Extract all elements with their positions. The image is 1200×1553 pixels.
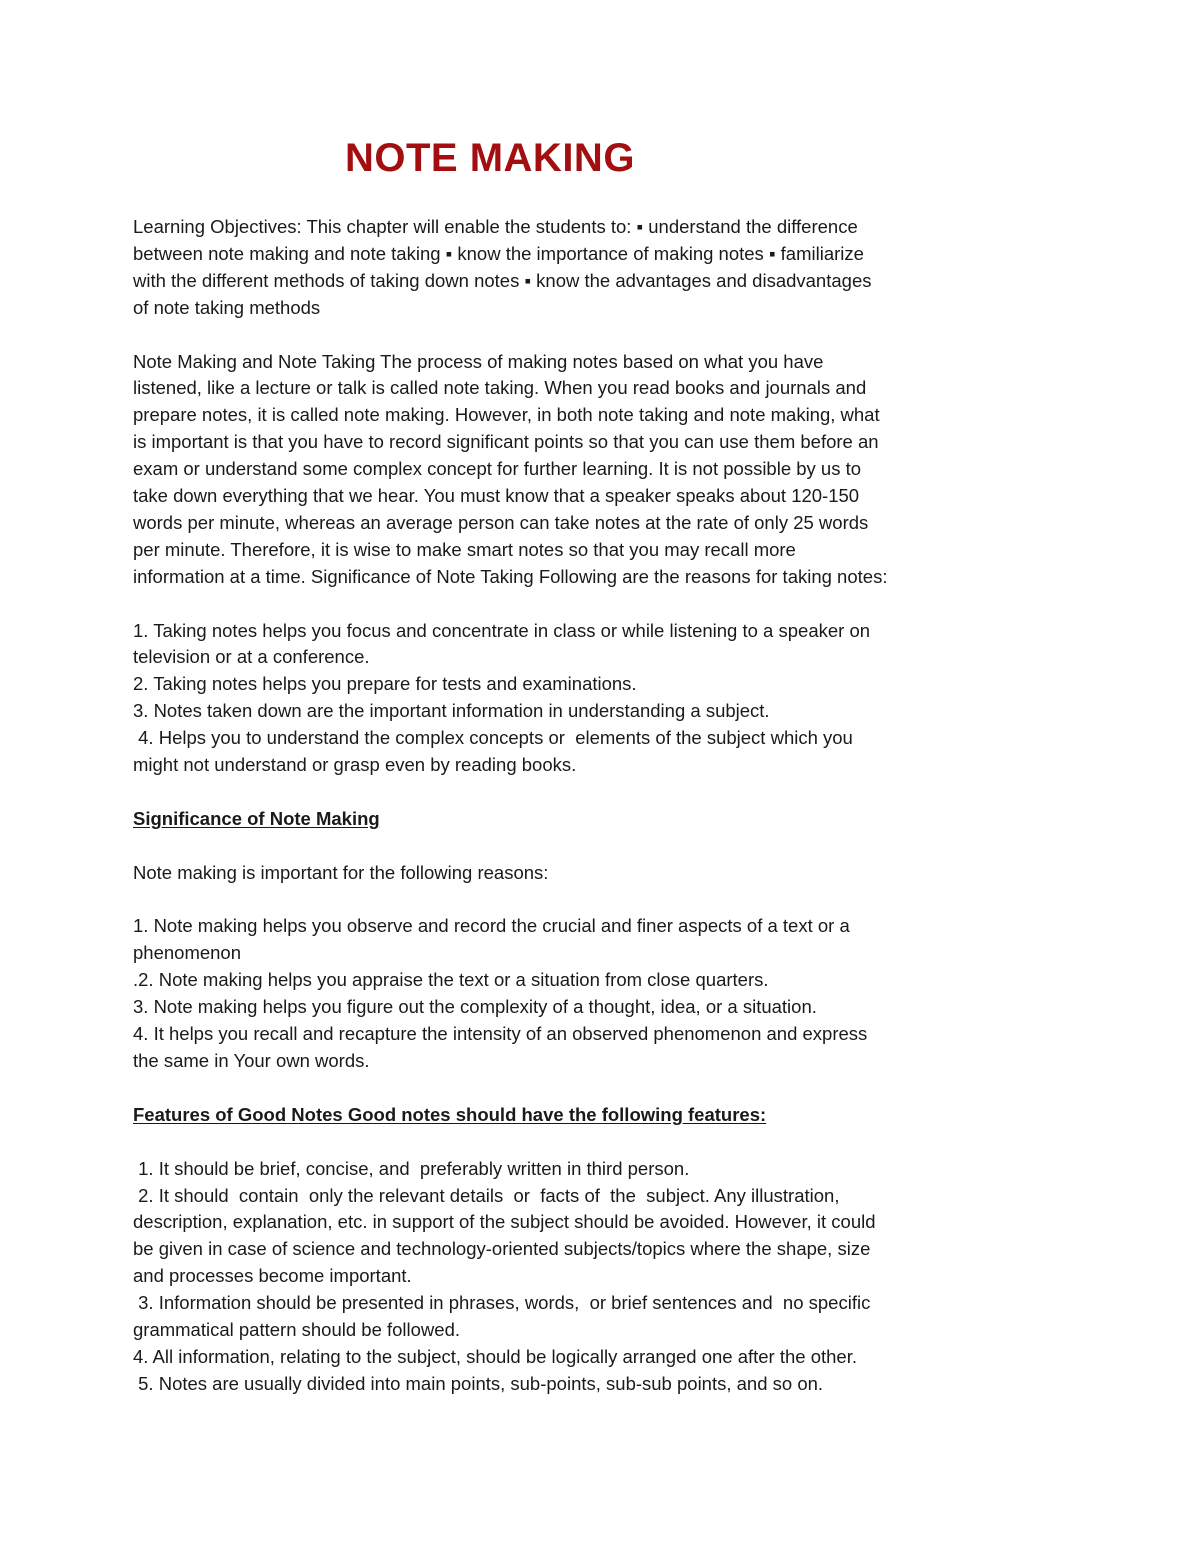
text-line: exam or understand some complex concept for further learning. It is not possible by us to xyxy=(133,458,862,480)
list-item: 4. It helps you recall and recapture the intensity of an observed phenomenon and express xyxy=(133,1023,868,1045)
list-item: phenomenon xyxy=(133,942,242,964)
list-item: 3. Information should be presented in phrases, words, or brief sentences and no specific xyxy=(133,1292,871,1314)
text-line: between note making and note taking ▪ know the importance of making notes ▪ familiarize xyxy=(133,242,864,264)
note-taking-reasons-list xyxy=(133,618,973,779)
list-item: 1. Note making helps you observe and record the crucial and finer aspects of a text or a xyxy=(133,915,850,937)
list-item: be given in case of science and technology-oriented subjects/topics where the shape, size xyxy=(133,1238,871,1260)
list-item: 1. It should be brief, concise, and preferably written in third person. xyxy=(133,1157,690,1179)
list-item: 3. Notes taken down are the important information in understanding a subject. xyxy=(133,700,770,722)
list-item: 4. Helps you to understand the complex concepts or elements of the subject which you xyxy=(133,727,853,749)
list-item: description, explanation, etc. in support of the subject should be avoided. However, it could xyxy=(133,1211,876,1233)
section-intro: Note making is important for the following reasons: xyxy=(133,861,549,883)
note-making-reasons-list xyxy=(133,913,973,1074)
text-line: words per minute, whereas an average person can take notes at the rate of only 25 words xyxy=(133,511,869,533)
section-heading-features: Features of Good Notes Good notes should have the following features: xyxy=(133,1103,767,1125)
spacer xyxy=(133,833,973,860)
spacer xyxy=(133,887,973,914)
spacer xyxy=(133,1075,973,1102)
list-item: 2. It should contain only the relevant details or facts of the subject. Any illustration, xyxy=(133,1184,840,1206)
list-item: 2. Taking notes helps you prepare for tests and examinations. xyxy=(133,673,637,695)
text-line: listened, like a lecture or talk is called note taking. When you read books and journals and xyxy=(133,377,867,399)
spacer xyxy=(133,779,973,806)
intro-paragraph xyxy=(133,349,973,591)
text-line: with the different methods of taking down notes ▪ know the advantages and disadvantages xyxy=(133,269,872,291)
text-line: per minute. Therefore, it is wise to make smart notes so that you may recall more xyxy=(133,538,796,560)
list-item: and processes become important. xyxy=(133,1265,412,1287)
list-item: 4. All information, relating to the subject, should be logically arranged one after the other. xyxy=(133,1345,858,1367)
list-item: 1. Taking notes helps you focus and concentrate in class or while listening to a speaker on xyxy=(133,619,871,641)
list-item: .2. Note making helps you appraise the text or a situation from close quarters. xyxy=(133,969,769,991)
learning-objectives xyxy=(133,214,973,322)
list-item: the same in Your own words. xyxy=(133,1050,370,1072)
list-item: 3. Note making helps you figure out the complexity of a thought, idea, or a situation. xyxy=(133,996,817,1018)
spacer xyxy=(133,1129,973,1156)
features-list xyxy=(133,1156,973,1398)
page-title: NOTE MAKING xyxy=(345,136,635,180)
text-line: Learning Objectives: This chapter will enable the students to: ▪ understand the difference xyxy=(133,216,858,237)
list-item: 5. Notes are usually divided into main points, sub-points, sub-sub points, and so on. xyxy=(133,1372,824,1394)
document-body xyxy=(133,214,973,1398)
list-item: television or at a conference. xyxy=(133,646,370,668)
list-item: might not understand or grasp even by reading books. xyxy=(133,754,577,776)
text-line: information at a time. Significance of Note Taking Following are the reasons for taking notes: xyxy=(133,565,888,587)
section-heading-note-making: Significance of Note Making xyxy=(133,807,380,829)
spacer xyxy=(133,322,973,349)
text-line: is important is that you have to record significant points so that you can use them before an xyxy=(133,431,879,453)
text-line: of note taking methods xyxy=(133,296,321,318)
text-line: prepare notes, it is called note making. However, in both note taking and note making, what xyxy=(133,404,880,426)
list-item: grammatical pattern should be followed. xyxy=(133,1319,461,1341)
text-line: take down everything that we hear. You must know that a speaker speaks about 120-150 xyxy=(133,485,860,507)
spacer xyxy=(133,591,973,618)
text-line: Note Making and Note Taking The process of making notes based on what you have xyxy=(133,350,824,372)
